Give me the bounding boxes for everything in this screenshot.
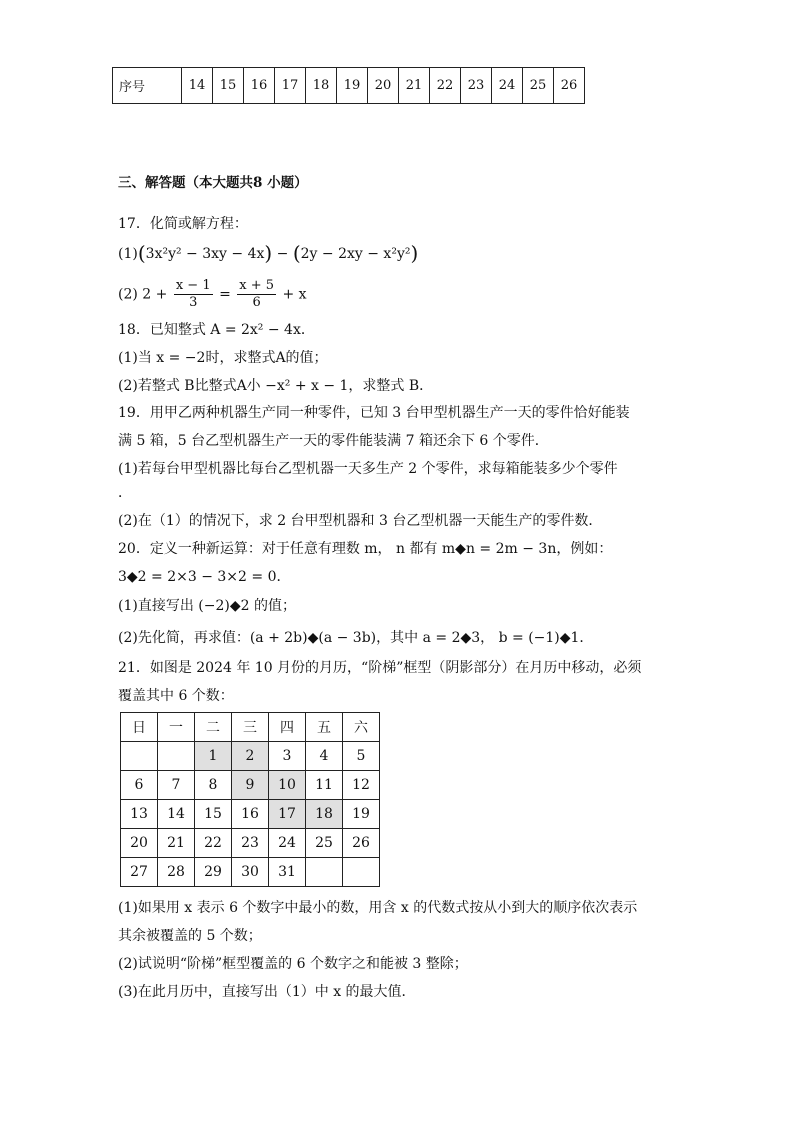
answer-table-label: 序号	[113, 68, 182, 104]
calendar-day: 6	[121, 771, 158, 800]
answer-cell: 22	[430, 68, 461, 104]
calendar-day: 2	[232, 742, 269, 771]
section-title: 三、解答题（本大题共8 小题）	[118, 175, 308, 191]
calendar-day: 30	[232, 858, 269, 887]
q17-part2	[118, 278, 307, 311]
calendar-weekday: 三	[232, 713, 269, 742]
answer-cell: 18	[306, 68, 337, 104]
q18-part2: (2)若整式 B比整式A小 −x² + x − 1，求整式 B．	[118, 378, 434, 394]
q20-part1: (1)直接写出 (−2)◆2 的值；	[118, 598, 296, 614]
calendar-day: 10	[269, 771, 306, 800]
q18-part1: (1)当 x = −2时，求整式A的值；	[118, 350, 328, 366]
answer-cell: 19	[337, 68, 368, 104]
calendar-day: 15	[195, 800, 232, 829]
answer-cell: 20	[368, 68, 399, 104]
q21-part2: (2)试说明“阶梯”框型覆盖的 6 个数字之和能被 3 整除；	[118, 956, 468, 972]
calendar-day: 12	[343, 771, 380, 800]
calendar-day: 29	[195, 858, 232, 887]
q21-line1: 21．如图是 2024 年 10 月份的月历，“阶梯”框型（阴影部分）在月历中移动，必须	[118, 660, 642, 676]
q17-p1-label: (1)	[118, 246, 138, 262]
calendar-week-row	[121, 742, 380, 771]
calendar-day: 28	[158, 858, 195, 887]
calendar-day: 26	[343, 829, 380, 858]
calendar-day: 17	[269, 800, 306, 829]
q17-p1-minus: −	[276, 246, 289, 262]
q17-p1-expr-a: 3x²y² − 3xy − 4x	[145, 246, 265, 262]
answer-cell: 17	[275, 68, 306, 104]
calendar-day: 7	[158, 771, 195, 800]
answer-cell: 16	[244, 68, 275, 104]
calendar-day	[121, 742, 158, 771]
calendar-day: 14	[158, 800, 195, 829]
calendar-day: 18	[306, 800, 343, 829]
calendar-weekday: 一	[158, 713, 195, 742]
q20-line2: 3◆2 = 2×3 − 3×2 = 0．	[118, 569, 291, 585]
calendar-day: 20	[121, 829, 158, 858]
answer-cell: 25	[523, 68, 554, 104]
calendar-weekday: 四	[269, 713, 306, 742]
q19-part2: (2)在（1）的情况下，求 2 台甲型机器和 3 台乙型机器一天能生产的零件数．	[118, 513, 603, 529]
calendar-week-row	[121, 800, 380, 829]
answer-table-row	[113, 68, 585, 104]
q17-p2-equals: =	[219, 286, 231, 303]
q17-p1-expr-b: 2y − 2xy − x²y²	[300, 246, 411, 262]
calendar-day: 1	[195, 742, 232, 771]
q20-line1: 20．定义一种新运算：对于任意有理数 m， n 都有 m◆n = 2m − 3n，例如：	[118, 541, 613, 557]
calendar-day: 4	[306, 742, 343, 771]
q19-part1: (1)若每台甲型机器比每台乙型机器一天多生产 2 个零件，求每箱能装多少个零件	[118, 461, 618, 477]
q17-p2-left: 2 +	[142, 286, 168, 303]
calendar-day: 16	[232, 800, 269, 829]
fraction-1-numerator: x − 1	[175, 278, 211, 293]
calendar-day: 3	[269, 742, 306, 771]
q17-p2-tail: + x	[282, 286, 307, 303]
calendar-weekday: 日	[121, 713, 158, 742]
answer-table	[112, 67, 585, 104]
fraction-2-denominator: 6	[252, 295, 261, 310]
calendar-day: 31	[269, 858, 306, 887]
answer-cell: 24	[492, 68, 523, 104]
calendar-day: 11	[306, 771, 343, 800]
q21-part1-line1: (1)如果用 x 表示 6 个数字中最小的数，用含 x 的代数式按从小到大的顺序依次表示	[118, 900, 638, 916]
answer-cell: 14	[182, 68, 213, 104]
q21-part3: (3)在此月历中，直接写出（1）中 x 的最大值．	[118, 984, 416, 1000]
calendar-week-row	[121, 858, 380, 887]
calendar-header-row	[121, 713, 380, 742]
q21-line2: 覆盖其中 6 个数：	[118, 688, 234, 704]
fraction-2-numerator: x + 5	[239, 278, 275, 293]
q17-title: 17．化简或解方程：	[118, 216, 248, 232]
q19-part1-cont: ．	[118, 485, 132, 501]
q19-line1: 19．用甲乙两种机器生产同一种零件，已知 3 台甲型机器生产一天的零件恰好能装	[118, 405, 630, 421]
calendar-week-row	[121, 771, 380, 800]
calendar-day	[306, 858, 343, 887]
q18-title: 18．已知整式 A = 2x² − 4x．	[118, 322, 315, 338]
calendar-day: 23	[232, 829, 269, 858]
q21-part1-line2: 其余被覆盖的 5 个数；	[118, 928, 262, 944]
answer-cell: 21	[399, 68, 430, 104]
q20-part2: (2)先化简，再求值：(a + 2b)◆(a − 3b)，其中 a = 2◆3， b = (−1)◆1．	[118, 630, 594, 646]
answer-cell: 26	[554, 68, 585, 104]
calendar-day: 8	[195, 771, 232, 800]
calendar-day: 9	[232, 771, 269, 800]
calendar-day: 27	[121, 858, 158, 887]
calendar-day	[343, 858, 380, 887]
calendar-day: 24	[269, 829, 306, 858]
calendar-day: 21	[158, 829, 195, 858]
calendar-weekday: 五	[306, 713, 343, 742]
calendar-day	[158, 742, 195, 771]
calendar-weekday: 二	[195, 713, 232, 742]
fraction-1	[174, 278, 213, 311]
answer-cell: 23	[461, 68, 492, 104]
fraction-1-denominator: 3	[189, 295, 198, 310]
fraction-2	[237, 278, 276, 311]
answer-cell: 15	[213, 68, 244, 104]
calendar-day: 25	[306, 829, 343, 858]
calendar-weekday: 六	[343, 713, 380, 742]
calendar-day: 22	[195, 829, 232, 858]
calendar-table	[120, 712, 380, 887]
q17-part1: (1)(3x²y² − 3xy − 4x) − (2y − 2xy − x²y²)	[118, 241, 419, 265]
calendar-week-row	[121, 829, 380, 858]
calendar-day: 13	[121, 800, 158, 829]
calendar-day: 5	[343, 742, 380, 771]
q19-line2: 满 5 箱，5 台乙型机器生产一天的零件能装满 7 箱还余下 6 个零件．	[118, 433, 549, 449]
calendar-day: 19	[343, 800, 380, 829]
q17-p2-label: (2)	[118, 286, 138, 303]
